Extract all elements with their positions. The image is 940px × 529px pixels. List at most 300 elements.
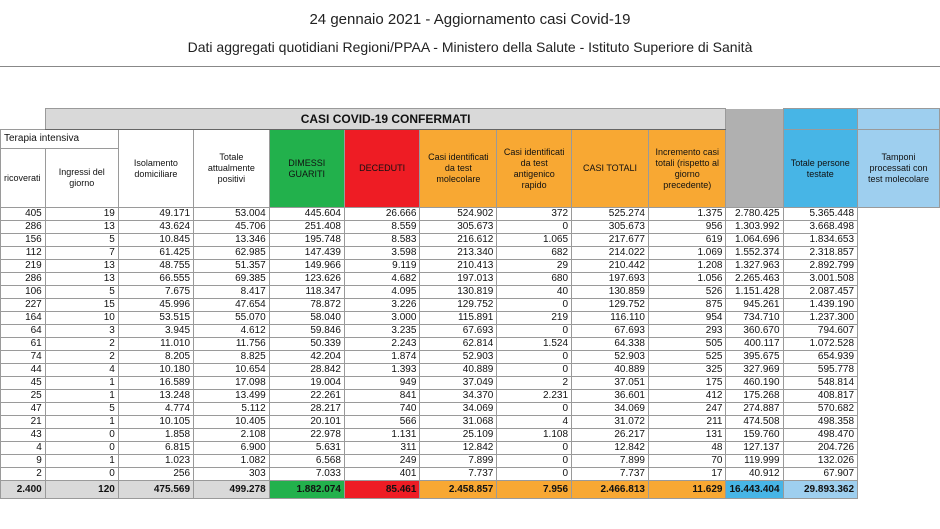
subgroup-terapia-intensiva: Terapia intensiva (1, 130, 119, 149)
table-cell: 8.417 (194, 286, 270, 299)
table-cell: 64.338 (572, 338, 649, 351)
table-cell: 325 (648, 364, 726, 377)
table-cell: 11.010 (118, 338, 193, 351)
table-cell: 40.889 (572, 364, 649, 377)
table-cell: 7 (45, 247, 118, 260)
table-cell: 251.408 (269, 221, 344, 234)
table-cell: 3.000 (344, 312, 420, 325)
table-cell: 8.205 (118, 351, 193, 364)
table-cell: 2 (45, 351, 118, 364)
table-cell: 120 (45, 481, 118, 499)
table-cell: 129.752 (420, 299, 497, 312)
table-cell: 10.845 (118, 234, 193, 247)
table-cell: 570.682 (783, 403, 858, 416)
table-cell: 48.755 (118, 260, 193, 273)
table-row (1, 351, 940, 364)
table-cell: 22.978 (269, 429, 344, 442)
col-head-persone-testate: Totale persone testate (783, 130, 858, 208)
table-row (1, 208, 940, 221)
table-cell: 1.524 (497, 338, 572, 351)
table-cell: 10 (45, 312, 118, 325)
table-cell: 400.117 (726, 338, 783, 351)
table-cell: 1.082 (194, 455, 270, 468)
table-cell: 13 (45, 221, 118, 234)
table-cell: 4 (1, 442, 46, 455)
table-cell: 40.889 (420, 364, 497, 377)
table-row (1, 273, 940, 286)
table-cell: 34.370 (420, 390, 497, 403)
table-cell: 66.555 (118, 273, 193, 286)
table-cell: 1.393 (344, 364, 420, 377)
table-cell: 52.903 (420, 351, 497, 364)
table-cell: 42.204 (269, 351, 344, 364)
table-cell: 6.815 (118, 442, 193, 455)
table-cell: 175 (648, 377, 726, 390)
section-title: CASI COVID-19 CONFERMATI (45, 109, 726, 130)
table-cell: 1.056 (648, 273, 726, 286)
table-cell: 548.814 (783, 377, 858, 390)
table-cell: 0 (45, 468, 118, 481)
table-cell: 64 (1, 325, 46, 338)
table-cell: 204.726 (783, 442, 858, 455)
table-cell: 2.318.857 (783, 247, 858, 260)
table-cell: 0 (497, 364, 572, 377)
table-cell: 16.589 (118, 377, 193, 390)
col-head-casi-antigenico: Casi identificati da test antigenico rapido (497, 130, 572, 208)
table-cell: 2.243 (344, 338, 420, 351)
table-cell: 6.568 (269, 455, 344, 468)
table-cell: 10.180 (118, 364, 193, 377)
table-cell: 401 (344, 468, 420, 481)
table-cell: 211 (648, 416, 726, 429)
col-head-totale-positivi: Totale attualmente positivi (194, 130, 270, 208)
table-cell: 40 (497, 286, 572, 299)
table-row (1, 416, 940, 429)
table-cell: 62.814 (420, 338, 497, 351)
table-cell: 214.022 (572, 247, 649, 260)
table-cell: 2 (497, 377, 572, 390)
table-cell: 45.706 (194, 221, 270, 234)
table-cell: 4.612 (194, 325, 270, 338)
table-cell: 1.208 (648, 260, 726, 273)
table-row (1, 221, 940, 234)
table-cell: 293 (648, 325, 726, 338)
table-cell: 53.515 (118, 312, 193, 325)
table-cell: 8.825 (194, 351, 270, 364)
table-cell: 26.217 (572, 429, 649, 442)
table-row (1, 260, 940, 273)
table-cell: 175.268 (726, 390, 783, 403)
table-cell: 286 (1, 221, 46, 234)
table-cell: 127.137 (726, 442, 783, 455)
table-cell: 130.859 (572, 286, 649, 299)
table-cell: 40.912 (726, 468, 783, 481)
table-cell: 3.235 (344, 325, 420, 338)
table-cell: 5 (45, 286, 118, 299)
table-cell: 875 (648, 299, 726, 312)
table-cell: 164 (1, 312, 46, 325)
table-cell: 525 (648, 351, 726, 364)
table-cell: 119.999 (726, 455, 783, 468)
table-cell: 129.752 (572, 299, 649, 312)
table-cell: 45 (1, 377, 46, 390)
table-cell: 1 (45, 390, 118, 403)
table-cell: 1.065 (497, 234, 572, 247)
table-cell: 7.899 (420, 455, 497, 468)
table-cell: 26.666 (344, 208, 420, 221)
table-cell: 4.095 (344, 286, 420, 299)
table-cell: 34.069 (420, 403, 497, 416)
table-cell: 408.817 (783, 390, 858, 403)
table-cell: 43 (1, 429, 46, 442)
table-cell: 67.693 (572, 325, 649, 338)
table-cell: 5 (45, 403, 118, 416)
table-cell: 1.151.428 (726, 286, 783, 299)
table-cell: 274.887 (726, 403, 783, 416)
table-cell: 740 (344, 403, 420, 416)
table-cell: 4 (45, 364, 118, 377)
table-cell: 7.956 (497, 481, 572, 499)
table-cell: 566 (344, 416, 420, 429)
table-cell: 954 (648, 312, 726, 325)
header-divider (0, 66, 940, 67)
table-cell: 505 (648, 338, 726, 351)
table-cell: 58.040 (269, 312, 344, 325)
table-cell: 445.604 (269, 208, 344, 221)
table-cell: 219 (497, 312, 572, 325)
table-row (1, 377, 940, 390)
table-cell: 1.108 (497, 429, 572, 442)
table-cell: 13 (45, 273, 118, 286)
table-cell: 303 (194, 468, 270, 481)
table-cell: 149.966 (269, 260, 344, 273)
table-cell: 945.261 (726, 299, 783, 312)
table-cell: 25.109 (420, 429, 497, 442)
table-cell: 0 (497, 325, 572, 338)
table-cell: 734.710 (726, 312, 783, 325)
table-cell: 61 (1, 338, 46, 351)
table-row (1, 390, 940, 403)
table-cell: 2.458.857 (420, 481, 497, 499)
table-cell: 52.903 (572, 351, 649, 364)
table-cell: 1.874 (344, 351, 420, 364)
table-cell: 794.607 (783, 325, 858, 338)
table-cell: 0 (497, 455, 572, 468)
table-row (1, 312, 940, 325)
table-cell: 62.985 (194, 247, 270, 260)
table-cell: 249 (344, 455, 420, 468)
table-cell: 67.693 (420, 325, 497, 338)
table-cell: 7.737 (420, 468, 497, 481)
table-cell: 116.110 (572, 312, 649, 325)
table-cell: 2 (45, 338, 118, 351)
table-cell: 2 (1, 468, 46, 481)
table-cell: 49.171 (118, 208, 193, 221)
table-cell: 3.001.508 (783, 273, 858, 286)
table-row (1, 299, 940, 312)
table-cell: 123.626 (269, 273, 344, 286)
table-cell: 2.108 (194, 429, 270, 442)
table-cell: 47 (1, 403, 46, 416)
table-cell: 949 (344, 377, 420, 390)
col-head-deceduti: DECEDUTI (344, 130, 420, 208)
table-cell: 327.969 (726, 364, 783, 377)
table-cell: 55.070 (194, 312, 270, 325)
table-cell: 460.190 (726, 377, 783, 390)
table-cell: 37.051 (572, 377, 649, 390)
table-title-row (1, 109, 940, 130)
table-cell: 7.737 (572, 468, 649, 481)
table-cell: 118.347 (269, 286, 344, 299)
table-cell: 44 (1, 364, 46, 377)
table-cell: 5.112 (194, 403, 270, 416)
table-cell: 0 (497, 442, 572, 455)
table-cell: 31.072 (572, 416, 649, 429)
table-row (1, 234, 940, 247)
table-cell: 3 (45, 325, 118, 338)
table-cell: 1.072.528 (783, 338, 858, 351)
table-cell: 51.357 (194, 260, 270, 273)
table-cell: 7.033 (269, 468, 344, 481)
table-cell: 1.023 (118, 455, 193, 468)
table-cell: 4 (497, 416, 572, 429)
table-cell: 247 (648, 403, 726, 416)
table-cell: 2.400 (1, 481, 46, 499)
table-cell: 1.439.190 (783, 299, 858, 312)
table-cell: 45.996 (118, 299, 193, 312)
table-cell: 3.945 (118, 325, 193, 338)
table-cell: 0 (497, 221, 572, 234)
table-cell: 19 (45, 208, 118, 221)
table-cell: 219 (1, 260, 46, 273)
table-cell: 20.101 (269, 416, 344, 429)
table-row (1, 286, 940, 299)
table-cell: 680 (497, 273, 572, 286)
table-cell: 19.004 (269, 377, 344, 390)
table-cell: 5.365.448 (783, 208, 858, 221)
table-cell: 29.893.362 (783, 481, 858, 499)
table-cell: 70 (648, 455, 726, 468)
table-cell: 10.405 (194, 416, 270, 429)
table-cell: 132.026 (783, 455, 858, 468)
table-cell: 1.064.696 (726, 234, 783, 247)
table-cell: 13.248 (118, 390, 193, 403)
table-cell: 4.682 (344, 273, 420, 286)
table-cell: 47.654 (194, 299, 270, 312)
table-cell: 85.461 (344, 481, 420, 499)
table-cell: 25 (1, 390, 46, 403)
table-cell: 525.274 (572, 208, 649, 221)
col-head-dimessi-guariti: DIMESSI GUARITI (269, 130, 344, 208)
table-cell: 21 (1, 416, 46, 429)
table-cell: 31.068 (420, 416, 497, 429)
table-cell: 43.624 (118, 221, 193, 234)
table-cell: 1 (45, 455, 118, 468)
table-row (1, 338, 940, 351)
table-cell: 28.217 (269, 403, 344, 416)
table-row (1, 455, 940, 468)
col-head-isolamento: Isolamento domiciliare (118, 130, 193, 208)
table-cell: 210.442 (572, 260, 649, 273)
covid-cases-table (0, 108, 940, 499)
table-cell: 405 (1, 208, 46, 221)
table-cell: 4.774 (118, 403, 193, 416)
table-cell: 7.675 (118, 286, 193, 299)
col-head-ingressi: Ingressi del giorno (45, 149, 118, 208)
table-cell: 305.673 (420, 221, 497, 234)
table-cell: 213.340 (420, 247, 497, 260)
table-cell: 12.842 (420, 442, 497, 455)
table-cell: 195.748 (269, 234, 344, 247)
table-cell: 10.105 (118, 416, 193, 429)
table-cell: 2.466.813 (572, 481, 649, 499)
table-cell: 1.882.074 (269, 481, 344, 499)
table-cell: 395.675 (726, 351, 783, 364)
page-title: 24 gennaio 2021 - Aggiornamento casi Covid-19 (309, 11, 631, 28)
table-row (1, 364, 940, 377)
table-cell: 1 (45, 377, 118, 390)
table-cell: 526 (648, 286, 726, 299)
table-cell: 841 (344, 390, 420, 403)
table-cell: 50.339 (269, 338, 344, 351)
table-cell: 2.231 (497, 390, 572, 403)
table-cell: 36.601 (572, 390, 649, 403)
table-cell: 2.087.457 (783, 286, 858, 299)
table-cell: 1.375 (648, 208, 726, 221)
table-cell: 9.119 (344, 260, 420, 273)
table-cell: 15 (45, 299, 118, 312)
table-cell: 17 (648, 468, 726, 481)
col-head-casi-totali: CASI TOTALI (572, 130, 649, 208)
table-cell: 78.872 (269, 299, 344, 312)
table-cell: 474.508 (726, 416, 783, 429)
table-cell: 498.470 (783, 429, 858, 442)
table-cell: 48 (648, 442, 726, 455)
table-cell: 1.834.653 (783, 234, 858, 247)
table-cell: 1 (45, 416, 118, 429)
table-cell: 286 (1, 273, 46, 286)
table-cell: 29 (497, 260, 572, 273)
table-row (1, 247, 940, 260)
table-row (1, 442, 940, 455)
table-cell: 956 (648, 221, 726, 234)
table-cell: 22.261 (269, 390, 344, 403)
table-cell: 9 (1, 455, 46, 468)
table-cell: 227 (1, 299, 46, 312)
table-cell: 8.559 (344, 221, 420, 234)
table-cell: 524.902 (420, 208, 497, 221)
table-cell: 1.327.963 (726, 260, 783, 273)
table-cell: 216.612 (420, 234, 497, 247)
table-cell: 2.780.425 (726, 208, 783, 221)
table-cell: 498.358 (783, 416, 858, 429)
table-cell: 0 (45, 429, 118, 442)
table-cell: 197.013 (420, 273, 497, 286)
table-cell: 3.668.498 (783, 221, 858, 234)
table-cell: 475.569 (118, 481, 193, 499)
totals-row (1, 481, 940, 499)
table-cell: 217.677 (572, 234, 649, 247)
table-cell: 499.278 (194, 481, 270, 499)
col-head-tamponi: Tamponi processati con test molecolare (858, 130, 940, 208)
table-cell: 11.756 (194, 338, 270, 351)
table-cell: 112 (1, 247, 46, 260)
page-subtitle: Dati aggregati quotidiani Regioni/PPAA - Ministero della Salute - Istituto Superiore di Sanità (187, 39, 753, 55)
table-cell: 595.778 (783, 364, 858, 377)
table-cell: 17.098 (194, 377, 270, 390)
table-cell: 130.819 (420, 286, 497, 299)
table-cell: 131 (648, 429, 726, 442)
table-cell: 12.842 (572, 442, 649, 455)
table-cell: 3.226 (344, 299, 420, 312)
table-cell: 16.443.404 (726, 481, 783, 499)
table-cell: 2.892.799 (783, 260, 858, 273)
table-row (1, 468, 940, 481)
col-head-incremento: Incremento casi totali (rispetto al giorno precedente) (648, 130, 726, 208)
table-cell: 412 (648, 390, 726, 403)
table-cell: 6.900 (194, 442, 270, 455)
table-cell: 305.673 (572, 221, 649, 234)
table-subgroup-row (1, 130, 940, 149)
table-cell: 115.891 (420, 312, 497, 325)
table-cell: 311 (344, 442, 420, 455)
table-cell: 372 (497, 208, 572, 221)
table-cell: 69.385 (194, 273, 270, 286)
table-cell: 5 (45, 234, 118, 247)
table-row (1, 403, 940, 416)
table-cell: 360.670 (726, 325, 783, 338)
table-cell: 654.939 (783, 351, 858, 364)
table-cell: 74 (1, 351, 46, 364)
table-cell: 1.552.374 (726, 247, 783, 260)
col-head-casi-molecolare: Casi identificati da test molecolare (420, 130, 497, 208)
table-cell: 0 (497, 468, 572, 481)
table-cell: 28.842 (269, 364, 344, 377)
table-cell: 1.303.992 (726, 221, 783, 234)
table-cell: 619 (648, 234, 726, 247)
table-cell: 1.858 (118, 429, 193, 442)
table-cell: 0 (497, 351, 572, 364)
table-row (1, 325, 940, 338)
table-cell: 13.346 (194, 234, 270, 247)
table-cell: 34.069 (572, 403, 649, 416)
table-row (1, 429, 940, 442)
table-cell: 197.693 (572, 273, 649, 286)
table-cell: 13 (45, 260, 118, 273)
table-cell: 210.413 (420, 260, 497, 273)
table-cell: 61.425 (118, 247, 193, 260)
table-cell: 0 (45, 442, 118, 455)
table-cell: 1.237.300 (783, 312, 858, 325)
table-cell: 106 (1, 286, 46, 299)
table-cell: 256 (118, 468, 193, 481)
table-cell: 147.439 (269, 247, 344, 260)
table-cell: 2.265.463 (726, 273, 783, 286)
table-cell: 53.004 (194, 208, 270, 221)
table-cell: 0 (497, 403, 572, 416)
table-cell: 0 (497, 299, 572, 312)
table-cell: 37.049 (420, 377, 497, 390)
table-cell: 8.583 (344, 234, 420, 247)
table-cell: 3.598 (344, 247, 420, 260)
table-cell: 11.629 (648, 481, 726, 499)
table-cell: 1.069 (648, 247, 726, 260)
table-cell: 7.899 (572, 455, 649, 468)
table-cell: 682 (497, 247, 572, 260)
page-header (0, 0, 940, 62)
table-cell: 10.654 (194, 364, 270, 377)
table-cell: 59.846 (269, 325, 344, 338)
